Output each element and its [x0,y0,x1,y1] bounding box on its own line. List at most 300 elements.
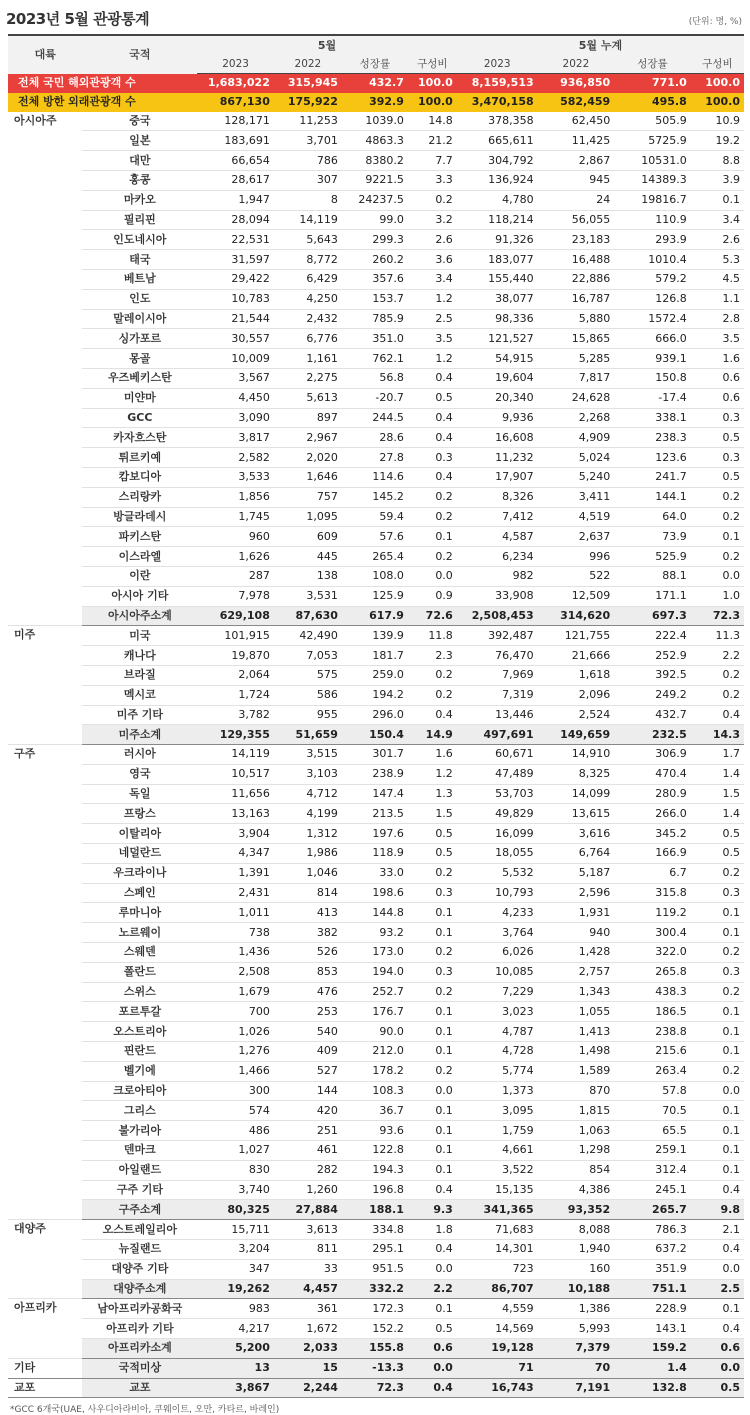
value-cell: 5.3 [691,250,744,270]
country-name: 미주 기타 [82,705,197,725]
value-cell: 21.2 [408,131,457,151]
value-cell: 183,077 [457,250,538,270]
value-cell: 128,171 [197,112,274,131]
subtotal-cell: 3,867 [197,1378,274,1398]
table-row [8,745,744,765]
value-cell: 265.8 [614,962,691,982]
value-cell: 3,090 [197,408,274,428]
value-cell: 213.5 [342,804,408,824]
value-cell: 939.1 [614,349,691,369]
table-row [8,1042,744,1062]
country-name: 독일 [82,784,197,804]
value-cell: 186.5 [614,1002,691,1022]
value-cell: 0.1 [691,1299,744,1319]
value-cell: 0.0 [408,1259,457,1279]
subtotal-row [8,1378,744,1398]
value-cell: 139.9 [342,626,408,646]
total-cell: 8,159,513 [457,74,538,93]
table-row [8,507,744,527]
value-cell: 2.2 [691,646,744,666]
value-cell: 3,515 [274,745,342,765]
value-cell: 0.1 [691,1121,744,1141]
value-cell: 4,233 [457,903,538,923]
value-cell: 194.3 [342,1160,408,1180]
country-name: 벨기에 [82,1061,197,1081]
value-cell: 91,326 [457,230,538,250]
header-growth-cum: 성장률 [614,55,691,74]
value-cell: 22,531 [197,230,274,250]
country-name: 미얀마 [82,388,197,408]
value-cell: 522 [538,566,615,586]
value-cell: 7,412 [457,507,538,527]
country-name: 불가리아 [82,1121,197,1141]
value-cell: 0.2 [691,863,744,883]
value-cell: 1,679 [197,982,274,1002]
value-cell: 4,519 [538,507,615,527]
value-cell: 666.0 [614,329,691,349]
value-cell: 438.3 [614,982,691,1002]
value-cell: 3,782 [197,705,274,725]
value-cell: 982 [457,566,538,586]
value-cell: 3.5 [691,329,744,349]
value-cell: 1,276 [197,1042,274,1062]
value-cell: 4863.3 [342,131,408,151]
value-cell: 2,867 [538,151,615,171]
total-cell: 100.0 [408,93,457,112]
value-cell: 263.4 [614,1061,691,1081]
value-cell: 59.4 [342,507,408,527]
table-row [8,764,744,784]
value-cell: 392,487 [457,626,538,646]
value-cell: 2,508 [197,962,274,982]
value-cell: 1,011 [197,903,274,923]
header-country: 국적 [82,35,197,74]
value-cell: 3,522 [457,1160,538,1180]
table-row [8,428,744,448]
value-cell: 4,199 [274,804,342,824]
value-cell: 786 [274,151,342,171]
value-cell: 6,764 [538,844,615,864]
value-cell: 10,085 [457,962,538,982]
value-cell: 212.0 [342,1042,408,1062]
value-cell: 2,020 [274,448,342,468]
value-cell: 296.0 [342,705,408,725]
value-cell: 854 [538,1160,615,1180]
value-cell: 64.0 [614,507,691,527]
value-cell: 171.1 [614,586,691,606]
header-2022: 2022 [274,55,342,74]
subtotal-row [8,1339,744,1359]
value-cell: 8,772 [274,250,342,270]
table-row [8,1141,744,1161]
country-name: 오스트레일리아 [82,1220,197,1240]
value-cell: 29,422 [197,269,274,289]
value-cell: 11.8 [408,626,457,646]
header-may: 5월 [197,35,457,55]
value-cell: 2,268 [538,408,615,428]
value-cell: 42,490 [274,626,342,646]
value-cell: 1,940 [538,1240,615,1260]
table-row [8,1101,744,1121]
subtotal-cell: 14.9 [408,725,457,745]
subtotal-cell: 19,262 [197,1279,274,1299]
value-cell: 4,728 [457,1042,538,1062]
value-cell: 382 [274,923,342,943]
subtotal-row [8,1200,744,1220]
subtotal-label: 교포 [82,1378,197,1398]
value-cell: 0.2 [408,943,457,963]
value-cell: 251 [274,1121,342,1141]
value-cell: 1,815 [538,1101,615,1121]
table-row [8,626,744,646]
table-row [8,1240,744,1260]
value-cell: 3,103 [274,764,342,784]
table-row [8,487,744,507]
value-cell: 609 [274,527,342,547]
value-cell: 150.8 [614,368,691,388]
country-name: 구주 기타 [82,1180,197,1200]
value-cell: 1,759 [457,1121,538,1141]
table-row [8,1061,744,1081]
value-cell: 762.1 [342,349,408,369]
value-cell: 0.2 [408,507,457,527]
value-cell: 1039.0 [342,112,408,131]
value-cell: 665,611 [457,131,538,151]
table-row [8,586,744,606]
country-name: 베트남 [82,269,197,289]
value-cell: 315.8 [614,883,691,903]
country-name: 덴마크 [82,1141,197,1161]
value-cell: 575 [274,665,342,685]
value-cell: 118.9 [342,844,408,864]
subtotal-cell: 0.0 [691,1358,744,1378]
region-label: 아시아주 [8,112,82,626]
subtotal-cell: -13.3 [342,1358,408,1378]
total-cell: 100.0 [691,74,744,93]
value-cell: 10.9 [691,112,744,131]
value-cell: 1,618 [538,665,615,685]
value-cell: 0.6 [691,388,744,408]
value-cell: 155,440 [457,269,538,289]
value-cell: 33,908 [457,586,538,606]
value-cell: 2,757 [538,962,615,982]
value-cell: 300.4 [614,923,691,943]
subtotal-cell: 0.4 [408,1378,457,1398]
total-cell: 3,470,158 [457,93,538,112]
value-cell: 6,234 [457,547,538,567]
subtotal-label: 구주소계 [82,1200,197,1220]
value-cell: 1,386 [538,1299,615,1319]
subtotal-cell: 72.6 [408,606,457,626]
value-cell: 0.1 [691,1042,744,1062]
value-cell: 723 [457,1259,538,1279]
country-name: 태국 [82,250,197,270]
subtotal-cell: 149,659 [538,725,615,745]
subtotal-cell: 159.2 [614,1339,691,1359]
value-cell: 118,214 [457,210,538,230]
value-cell: 1.5 [408,804,457,824]
value-cell: 62,450 [538,112,615,131]
country-name: 아시아 기타 [82,586,197,606]
value-cell: 2,096 [538,685,615,705]
subtotal-cell: 7,379 [538,1339,615,1359]
value-cell: 2,596 [538,883,615,903]
subtotal-cell: 341,365 [457,1200,538,1220]
tourism-stats-table [8,34,744,1398]
value-cell: 3,023 [457,1002,538,1022]
value-cell: 144.1 [614,487,691,507]
footnote: *GCC 6개국(UAE, 사우디아라비아, 쿠웨이트, 오만, 카타르, 바레인) [10,1405,280,1415]
value-cell: 0.1 [691,1002,744,1022]
country-name: 캄보디아 [82,467,197,487]
table-row [8,349,744,369]
table-row [8,269,744,289]
value-cell: 1,298 [538,1141,615,1161]
value-cell: 70.5 [614,1101,691,1121]
value-cell: 11,232 [457,448,538,468]
value-cell: 0.5 [691,844,744,864]
value-cell: 357.6 [342,269,408,289]
country-name: 튀르키예 [82,448,197,468]
title-bar [0,0,750,34]
value-cell: 4,787 [457,1022,538,1042]
value-cell: 0.4 [691,1319,744,1339]
subtotal-cell: 15 [274,1358,342,1378]
country-name: GCC [82,408,197,428]
value-cell: 1,947 [197,190,274,210]
value-cell: 420 [274,1101,342,1121]
value-cell: 144 [274,1081,342,1101]
subtotal-row [8,1279,744,1299]
value-cell: 6,026 [457,943,538,963]
value-cell: 178.2 [342,1061,408,1081]
value-cell: 461 [274,1141,342,1161]
value-cell: 15,865 [538,329,615,349]
value-cell: 0.4 [691,705,744,725]
subtotal-label: 아시아주소계 [82,606,197,626]
table-row [8,665,744,685]
value-cell: 143.1 [614,1319,691,1339]
value-cell: 334.8 [342,1220,408,1240]
subtotal-cell: 9.3 [408,1200,457,1220]
value-cell: 22,886 [538,269,615,289]
value-cell: 57.8 [614,1081,691,1101]
table-row [8,863,744,883]
header-2023: 2023 [197,55,274,74]
value-cell: 166.9 [614,844,691,864]
region-label: 아프리카 [8,1299,82,1358]
country-name: 스위스 [82,982,197,1002]
country-name: 스웨덴 [82,943,197,963]
value-cell: 10,793 [457,883,538,903]
value-cell: 65.5 [614,1121,691,1141]
total-cell: 582,459 [538,93,615,112]
value-cell: 4,450 [197,388,274,408]
value-cell: 0.1 [691,1141,744,1161]
value-cell: 8.8 [691,151,744,171]
table-row [8,309,744,329]
table-row [8,547,744,567]
value-cell: 20,340 [457,388,538,408]
value-cell: 3,533 [197,467,274,487]
value-cell: 3.2 [408,210,457,230]
value-cell: 2.1 [691,1220,744,1240]
value-cell: 114.6 [342,467,408,487]
value-cell: 198.6 [342,883,408,903]
country-name: 싱가포르 [82,329,197,349]
value-cell: 0.2 [408,863,457,883]
value-cell: 93.2 [342,923,408,943]
country-name: 말레이시아 [82,309,197,329]
table-header [8,35,744,74]
value-cell: 0.5 [691,824,744,844]
value-cell: 1,391 [197,863,274,883]
subtotal-cell: 2.2 [408,1279,457,1299]
value-cell: 3,531 [274,586,342,606]
value-cell: 0.3 [691,883,744,903]
table-row [8,566,744,586]
value-cell: 33 [274,1259,342,1279]
total-cell: 100.0 [691,93,744,112]
value-cell: 121,755 [538,626,615,646]
subtotal-cell: 86,707 [457,1279,538,1299]
value-cell: 11.3 [691,626,744,646]
value-cell: 0.2 [408,547,457,567]
value-cell: 996 [538,547,615,567]
value-cell: 66,654 [197,151,274,171]
total-cell: 315,945 [274,74,342,93]
value-cell: 0.3 [691,408,744,428]
value-cell: 0.2 [408,190,457,210]
value-cell: 2.3 [408,646,457,666]
value-cell: 1,498 [538,1042,615,1062]
value-cell: -17.4 [614,388,691,408]
country-name: 몽골 [82,349,197,369]
value-cell: 4,347 [197,844,274,864]
value-cell: 1,646 [274,467,342,487]
value-cell: 99.0 [342,210,408,230]
subtotal-cell: 13 [197,1358,274,1378]
value-cell: 897 [274,408,342,428]
value-cell: 1,724 [197,685,274,705]
value-cell: 73.9 [614,527,691,547]
value-cell: 0.4 [691,1240,744,1260]
value-cell: 293.9 [614,230,691,250]
value-cell: 0.4 [408,428,457,448]
table-row [8,844,744,864]
value-cell: 259.1 [614,1141,691,1161]
value-cell: 300 [197,1081,274,1101]
value-cell: 351.0 [342,329,408,349]
value-cell: 287 [197,566,274,586]
value-cell: 3.9 [691,170,744,190]
country-name: 마카오 [82,190,197,210]
value-cell: 700 [197,1002,274,1022]
value-cell: 14,301 [457,1240,538,1260]
value-cell: 0.4 [408,467,457,487]
region-label: 구주 [8,745,82,1220]
value-cell: 1,466 [197,1061,274,1081]
subtotal-cell: 0.6 [691,1339,744,1359]
country-name: 인도네시아 [82,230,197,250]
value-cell: 4,250 [274,289,342,309]
value-cell: 197.6 [342,824,408,844]
value-cell: 505.9 [614,112,691,131]
subtotal-cell: 332.2 [342,1279,408,1299]
value-cell: 19816.7 [614,190,691,210]
subtotal-cell: 188.1 [342,1200,408,1220]
value-cell: 1.2 [408,764,457,784]
value-cell: 2,432 [274,309,342,329]
country-name: 파키스탄 [82,527,197,547]
country-name: 홍콩 [82,170,197,190]
value-cell: 241.7 [614,467,691,487]
value-cell: 814 [274,883,342,903]
table-row [8,112,744,131]
value-cell: 2,275 [274,368,342,388]
value-cell: 0.2 [691,507,744,527]
table-row [8,646,744,666]
value-cell: 0.2 [408,685,457,705]
value-cell: 28,094 [197,210,274,230]
country-name: 브라질 [82,665,197,685]
value-cell: 1.8 [408,1220,457,1240]
value-cell: 470.4 [614,764,691,784]
country-name: 이스라엘 [82,547,197,567]
value-cell: 4,386 [538,1180,615,1200]
table-row [8,230,744,250]
country-name: 그리스 [82,1101,197,1121]
value-cell: 0.1 [408,1299,457,1319]
value-cell: 0.1 [408,1121,457,1141]
value-cell: 16,488 [538,250,615,270]
value-cell: 5,880 [538,309,615,329]
value-cell: 0.4 [691,1180,744,1200]
table-row [8,962,744,982]
value-cell: 3,817 [197,428,274,448]
value-cell: 259.0 [342,665,408,685]
subtotal-cell: 2,508,453 [457,606,538,626]
country-name: 아프리카 기타 [82,1319,197,1339]
subtotal-cell: 5,200 [197,1339,274,1359]
value-cell: 6.7 [614,863,691,883]
value-cell: 3,764 [457,923,538,943]
country-name: 중국 [82,112,197,131]
country-name: 우즈베키스탄 [82,368,197,388]
value-cell: 1.4 [691,804,744,824]
value-cell: 5725.9 [614,131,691,151]
value-cell: 54,915 [457,349,538,369]
value-cell: 351.9 [614,1259,691,1279]
value-cell: 0.0 [408,566,457,586]
value-cell: 18,055 [457,844,538,864]
subtotal-cell: 132.8 [614,1378,691,1398]
value-cell: 0.0 [691,1081,744,1101]
total-row [8,74,744,93]
value-cell: 5,613 [274,388,342,408]
country-name: 대만 [82,151,197,171]
value-cell: 586 [274,685,342,705]
value-cell: 49,829 [457,804,538,824]
value-cell: 0.1 [691,923,744,943]
value-cell: 0.3 [408,448,457,468]
subtotal-cell: 72.3 [342,1378,408,1398]
value-cell: 2.6 [691,230,744,250]
value-cell: 24,628 [538,388,615,408]
table-row [8,190,744,210]
value-cell: 3,616 [538,824,615,844]
value-cell: 90.0 [342,1022,408,1042]
